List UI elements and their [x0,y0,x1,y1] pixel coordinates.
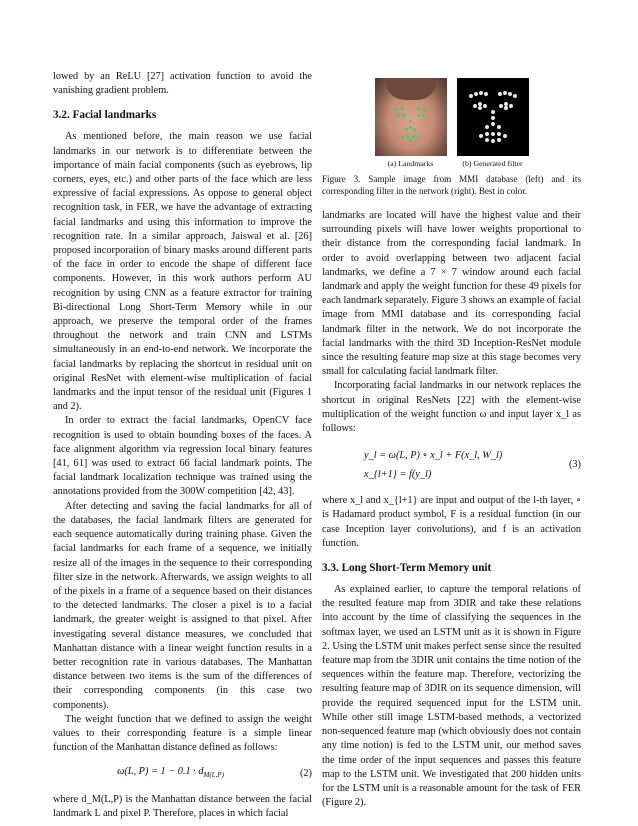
face-photo-image [375,78,447,156]
paragraph-weight-function: The weight function that we defined to assign the weight values to their corresponding feature is a simple linear function of the Manhattan distance defined as follows: [53,713,312,754]
paragraph-equation-3-where: where x_l and x_{l+1} are input and output of the l-th layer, ∘ is Hadamard product symbol, F is a residual function (in our case Inception layer convolutions), and f is an activation function. [322,495,581,549]
subfigure-a-caption: (a) Landmarks [387,159,434,168]
right-column [322,78,581,810]
equation-2-subscript: M(L,P) [203,771,224,780]
paragraph-continued: lowed by an ReLU [27] activation function to avoid the vanishing gradient problem. [53,71,312,97]
equation-3-line-1: y_l = ω(L, P) ∘ x_l + F(x_l, W_l) [364,450,503,462]
subfigure-b-caption: (b) Generated filter [462,159,523,168]
figure-3-caption: Figure 3. Sample image from MMI database (left) and its corresponding filter in the network (right). Best in color. [322,174,581,196]
section-heading-facial-landmarks: 3.2. Facial landmarks [53,109,157,122]
left-column [53,70,312,821]
equation-3 [322,446,581,484]
paragraph-landmark-weights: landmarks are located will have the highest value and their surrounding pixels will have lower weights proportional to their distance from the corresponding facial landmark. In order to avoid overlapping between two adjacent facial landmarks, we define a 7 × 7 window around each facial landmark and apply the weight function for these 49 pixels for each landmark separately. Figure 3 shows an example of facial image from MMI database and its corresponding facial landmark filter in the network. We do not incorporate the facial landmarks with the third 3D Inception-ResNet module since the resulting feature map size at this stage becomes very small for calculating facial landmark filter. [322,210,581,378]
paragraph-lstm: As explained earlier, to capture the temporal relations of the resulted feature map from 3DIR and take these relations into account by the time of classifying the sequences in the softmax layer, we used an LSTM unit as it is shown in Figure 2. Using the LSTM unit makes perfect sense since the resulted feature map from the 3DIR unit contains the time notion of the sequences within the feature map. Therefore, vectorizing the resulting feature map of 3DIR on its sequence dimension, will provide the required sequenced input for the LSTM unit. While other still image LSTM-based methods, a vectorized non-sequenced feature map (which obviously does not contain any time notion) is fed to the LSTM unit, our method saves the time order of the input sequences and passes this feature map to the LSTM unit. We investigated that 200 hidden units for the LSTM unit is a reasonable amount for the task of FER (Figure 2). [322,584,581,809]
paragraph-manhattan-where: where d_M(L,P) is the Manhattan distance between the facial landmark L and pixel P. Therefore, places in which facial [53,793,312,819]
equation-2 [53,765,312,782]
subfigure-landmarks [375,78,447,169]
generated-filter-image [457,78,529,156]
equation-2-number: (2) [299,767,312,779]
paragraph-landmark-extraction: In order to extract the facial landmarks, OpenCV face recognition is used to obtain bounding boxes of the faces. A face alignment algorithm via regression local binary features [41, 61] was used to extract 66 facial landmark points. The facial landmark localization technique was trained using the annotations provided from the 300W competition [42, 43]. [53,415,312,498]
equation-3-line-2: x_{l+1} = f(y_l) [364,469,432,481]
figure-3 [322,78,581,169]
paragraph-filter-generation: After detecting and saving the facial landmarks for all of the databases, the facial landmark filters are generated for each sequence automatically during training phase. Given the facial landmarks for each frame of a sequence, we initially resize all of the images in the sequence to their corresponding filter size in the network. Afterwards, we assign weights to all of the pixels in a frame of a sequence based on their distances to the detected landmarks. The closer a pixel is to a facial landmark, the greater weight is assigned to that pixel. After investigating several distance measures, we concluded that Manhattan distance with a linear weight function results in a better recognition rate in various databases. The Manhattan distance between two items is the sum of the differences of their corresponding components (in this case two components). [53,500,312,711]
equation-3-number: (3) [568,459,581,471]
paragraph-landmarks-intro: As mentioned before, the main reason we use facial landmarks in our network is to differentiate between the importance of main facial components (such as eyebrows, lip corners, eyes, etc.) and other parts of the face which are less expressive of facial expressions. As oppose to general object recognition task, in FER, we have the advantage of extracting facial landmarks and using this information to improve the recognition rate. In a similar approach, Jaiswal et al. [26] proposed incorporation of binary masks around different parts of the face in order to encode the shape of different face components. However, in this work authors perform AU recognition by using CNN as a feature extractor for training Bi-directional Long Short-Term Memory while in our approach, we preserve the temporal order of the frames throughout the network and train CNN and LSTMs simultaneously in an end-to-end network. We incorporate the facial landmarks by replacing the shortcut in residual unit on original ResNet with element-wise multiplication of facial landmarks and the input tensor of the residual unit (Figures 1 and 2). [53,131,312,413]
equation-2-body: ω(L, P) = 1 − 0.1 · d [117,766,204,778]
paragraph-incorporating-landmarks: Incorporating facial landmarks in our network replaces the shortcut in original ResNets [22] with the element-wise multiplication of the weight function ω and input layer x_l as follows: [322,380,581,435]
section-heading-lstm: 3.3. Long Short-Term Memory unit [322,562,492,575]
subfigure-filter [457,78,529,169]
